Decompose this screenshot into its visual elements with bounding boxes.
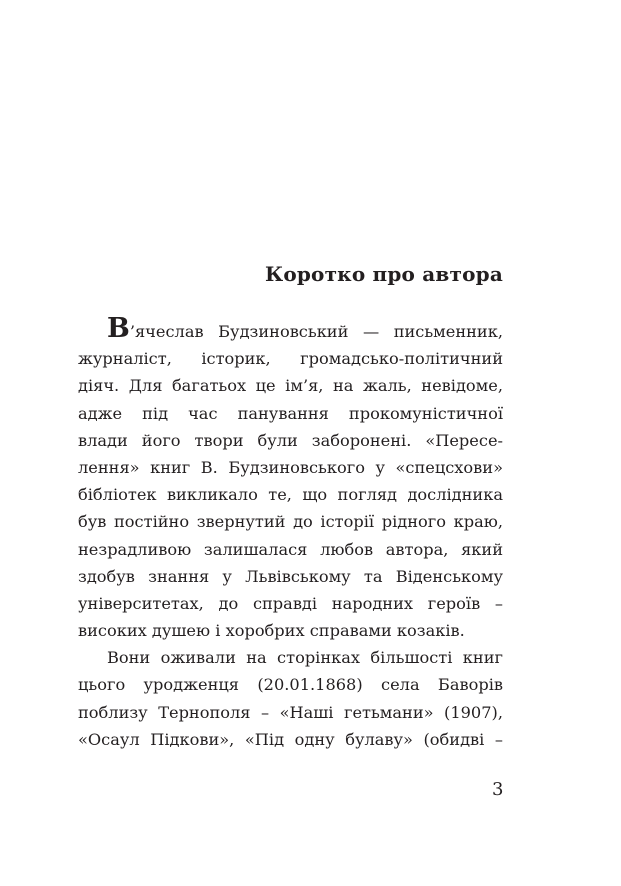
text-line: діяч. Для багатьох це ім’я, на жаль, невідоме, (78, 376, 503, 396)
text-line: цього уродженця (20.01.1868) села Баворів (78, 675, 503, 695)
text-line: бібліотек викликало те, що погляд дослідника (78, 485, 503, 505)
text-line (78, 313, 503, 345)
text-line: Вони оживали на сторінках більшості книг (107, 648, 503, 668)
line-text: ’ячеслав Будзиновський — письменник, (129, 322, 503, 341)
text-line: влади його твори були заборонені. «Пересе- (78, 430, 503, 450)
text-line: здобув знання у Львівському та Віденському (78, 566, 503, 586)
section-heading: Коротко про автора (264, 262, 503, 286)
body-text (78, 313, 503, 753)
text-line: адже під час панування прокомуністичної (78, 403, 503, 423)
drop-cap: В (107, 313, 130, 344)
text-line: університетах, до справді народних героїв – (78, 593, 503, 613)
text-line: «Осаул Підкови», «Під одну булаву» (обидві – (78, 729, 503, 749)
text-line: незрадливою залишалася любов автора, який (78, 539, 503, 559)
page-number: 3 (492, 779, 504, 800)
text-line: був постійно звернутий до історії рідного краю, (78, 512, 503, 532)
text-line: високих душею і хоробрих справами козаків. (78, 621, 465, 641)
text-line: лення» книг В. Будзиновського у «спецсхови» (78, 457, 503, 477)
text-line: поблизу Тернополя – «Наші гетьмани» (1907), (78, 702, 503, 722)
text-line: журналіст, історик, громадсько-політичний (78, 349, 503, 369)
